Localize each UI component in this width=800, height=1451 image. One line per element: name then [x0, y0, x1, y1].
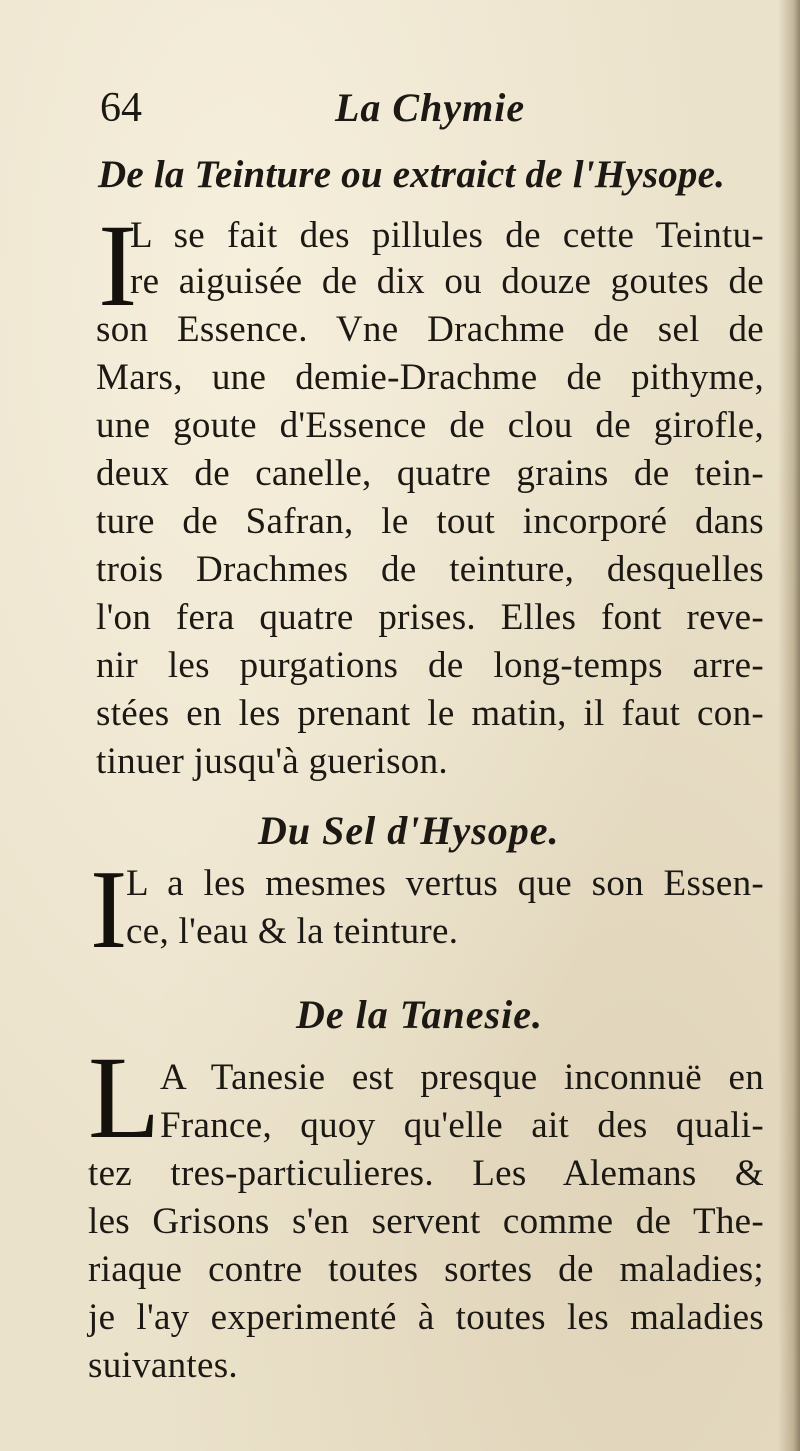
text-line: les Grisons s'en servent comme de The-: [88, 1201, 764, 1242]
text-line: riaque contre toutes sortes de maladies;: [88, 1249, 764, 1290]
text-line: re aiguisée de dix ou douze goutes de: [130, 261, 764, 302]
text-line: stées en les prenant le matin, il faut con-: [96, 693, 764, 734]
text-line: ture de Safran, le tout incorporé dans: [96, 501, 764, 542]
text-line: l'on fera quatre prises. Elles font reve-: [96, 597, 764, 638]
text-line: Mars, une demie-Drachme de pithyme,: [96, 357, 764, 398]
text-line: suivantes.: [88, 1345, 238, 1386]
text-line: tinuer jusqu'à guerison.: [96, 741, 448, 782]
text-line: ce, l'eau & la teinture.: [126, 911, 459, 952]
drop-cap: I: [90, 848, 128, 972]
running-title: La Chymie: [335, 85, 526, 130]
page-number: 64: [100, 85, 142, 131]
text-line: L se fait des pillules de cette Teintu-: [130, 215, 764, 256]
text-line: L a les mesmes vertus que son Essen-: [126, 863, 764, 904]
running-head: [100, 80, 760, 140]
section-heading-tanesie: De la Tanesie.: [296, 992, 543, 1037]
section-heading-sel-hysope: Du Sel d'Hysope.: [258, 808, 560, 853]
page-gutter-shadow: [778, 0, 800, 1451]
drop-cap: I: [98, 200, 138, 331]
paragraph-hysope-teinture: [88, 200, 764, 782]
paragraph-tanesie: [88, 1032, 764, 1386]
text-line: trois Drachmes de teinture, desquelles: [96, 549, 764, 590]
drop-cap: L: [88, 1032, 161, 1163]
section-heading-hysope-teinture: De la Teinture ou extraict de l'Hysope.: [98, 153, 726, 196]
text-line: deux de canelle, quatre grains de tein-: [96, 453, 764, 494]
paragraph-sel-hysope: [88, 848, 764, 972]
text-line: nir les purgations de long-temps arre-: [96, 645, 764, 686]
text-line: une goute d'Essence de clou de girofle,: [96, 405, 764, 446]
text-line: son Essence. Vne Drachme de sel de: [96, 309, 764, 350]
text-line: tez tres-particulieres. Les Alemans &: [88, 1153, 764, 1194]
text-line: A Tanesie est presque inconnuë en: [160, 1057, 764, 1098]
text-line: France, quoy qu'elle ait des quali-: [160, 1105, 764, 1146]
text-line: je l'ay experimenté à toutes les maladies: [88, 1297, 764, 1338]
